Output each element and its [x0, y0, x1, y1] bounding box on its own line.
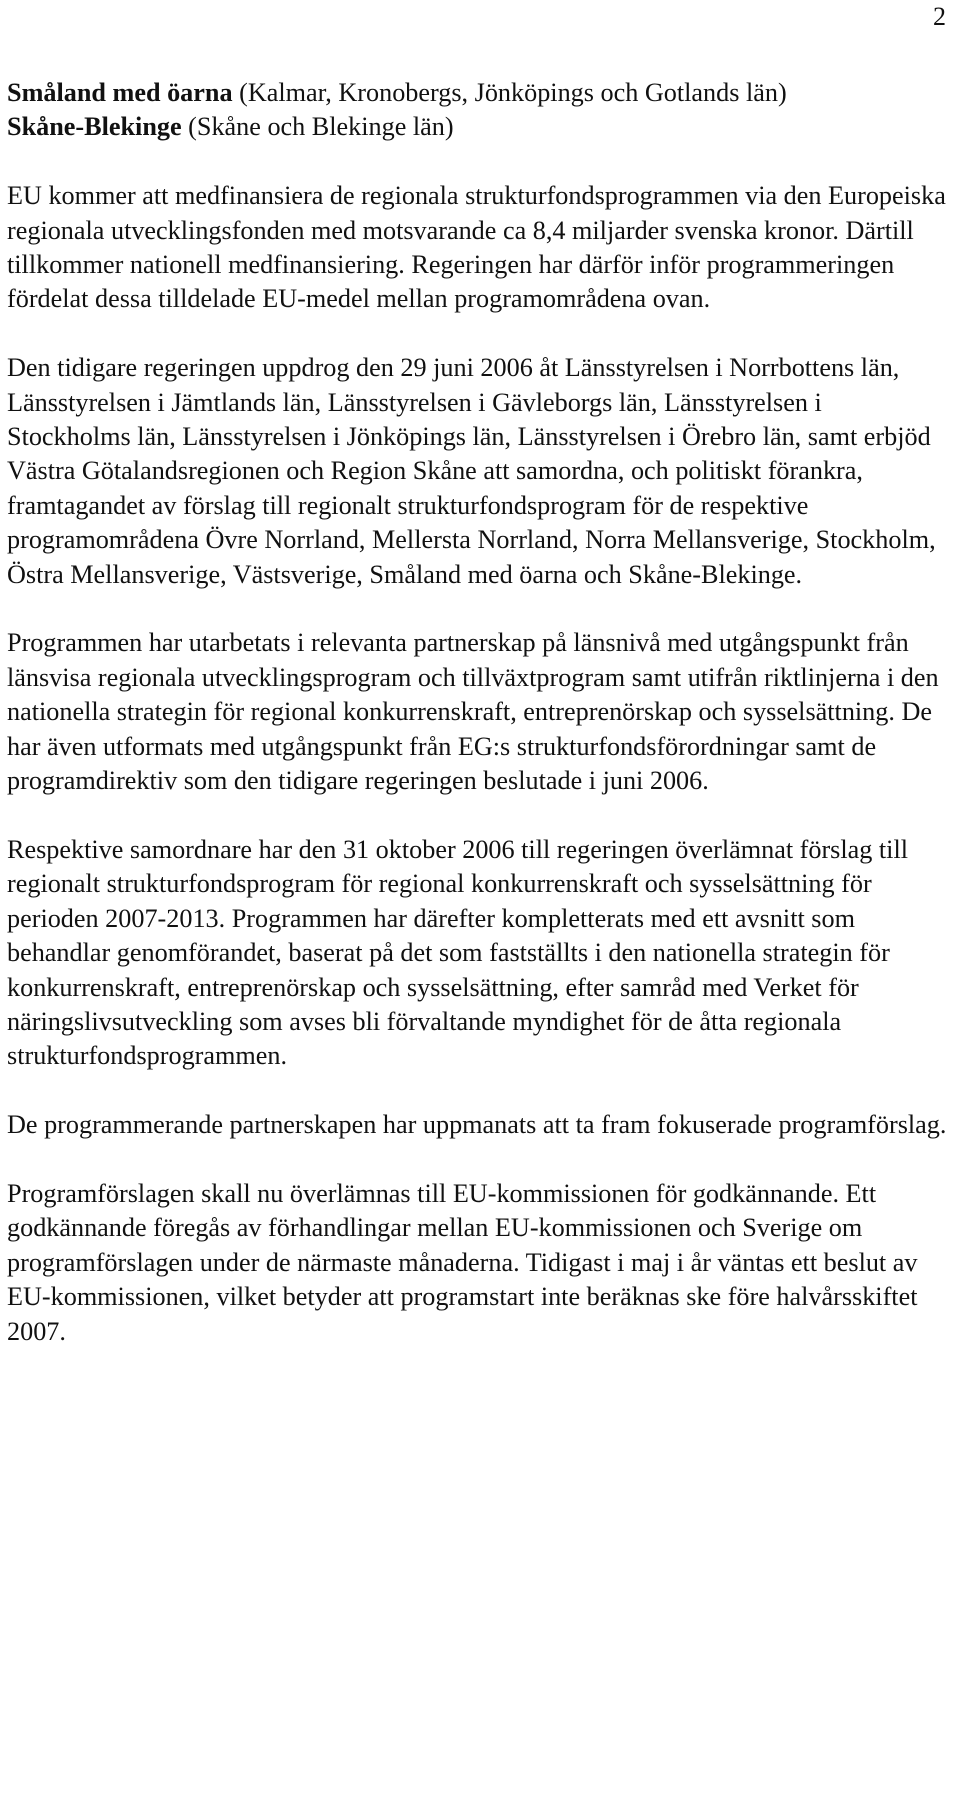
region-description: (Skåne och Blekinge län): [181, 112, 454, 142]
region-name: Skåne-Blekinge: [7, 112, 182, 142]
page-number: 2: [933, 2, 946, 31]
region-name: Småland med öarna: [7, 78, 233, 107]
paragraph: De programmerande partnerskapen har uppmanats att ta fram fokuserade programförslag.: [7, 1110, 947, 1140]
paragraph: EU kommer att medfinansiera de regionala strukturfondsprogrammen via den Europeiska regionala utvecklingsfonden med motsvarande ca 8,4 miljarder svenska kronor. Därtill tillkommer nationell medfinansiering. Regeringen har därför inför programmeringen fördelat dessa tilldelade EU-medel mellan programområdena ovan.: [7, 181, 946, 314]
region-entry: [7, 110, 947, 144]
region-description: (Kalmar, Kronobergs, Jönköpings och Gotlands län): [232, 78, 787, 107]
paragraph: Respektive samordnare har den 31 oktober 2006 till regeringen överlämnat förslag till regionalt strukturfondsprogram för regional konkurrenskraft och sysselsättning för perioden 2007-2013. Programmen har därefter kompletterats med ett avsnitt som behandlar genomförandet, baserat på det som fastställts i den nationella strategin för konkurrenskraft, entreprenörskap och sysselsättning, efter samråd med Verket för näringslivsutveckling som avses bli förvaltande myndighet för de åtta regionala strukturfondsprogrammen.: [7, 834, 909, 1071]
paragraph: Programmen har utarbetats i relevanta partnerskap på länsnivå med utgångspunkt från länsvisa regionala utvecklingsprogram och tillväxtprogram samt utifrån riktlinjerna i den nationella strategin för regional konkurrenskraft, entreprenörskap och sysselsättning. De har även utformats med utgångspunkt från EG:s strukturfondsförordningar samt de programdirektiv som den tidigare regeringen beslutade i juni 2006.: [7, 628, 939, 796]
document-body: [7, 76, 947, 1349]
paragraph: Den tidigare regeringen uppdrog den 29 juni 2006 åt Länsstyrelsen i Norrbottens län, Länsstyrelsen i Jämtlands län, Länsstyrelsen i Gävleborgs län, Länsstyrelsen i Stockholms län, Länsstyrelsen i Jönköpings län, Länsstyrelsen i Örebro län, samt erbjöd Västra Götalandsregionen och Region Skåne att samordna, och politiskt förankra, framtagandet av förslag till regionalt strukturfondsprogram för de respektive programområdena Övre Norrland, Mellersta Norrland, Norra Mellansverige, Stockholm, Östra Mellansverige, Västsverige, Småland med öarna och Skåne-Blekinge.: [7, 353, 936, 589]
region-entry: [7, 76, 947, 110]
paragraph: Programförslagen skall nu överlämnas till EU-kommissionen för godkännande. Ett godkännande föregås av förhandlingar mellan EU-kommissionen och Sverige om programförslagen under de närmaste månaderna. Tidigast i maj i år väntas ett beslut av EU-kommissionen, vilket betyder att programstart inte beräknas ske före halvårsskiftet 2007.: [7, 1178, 918, 1346]
